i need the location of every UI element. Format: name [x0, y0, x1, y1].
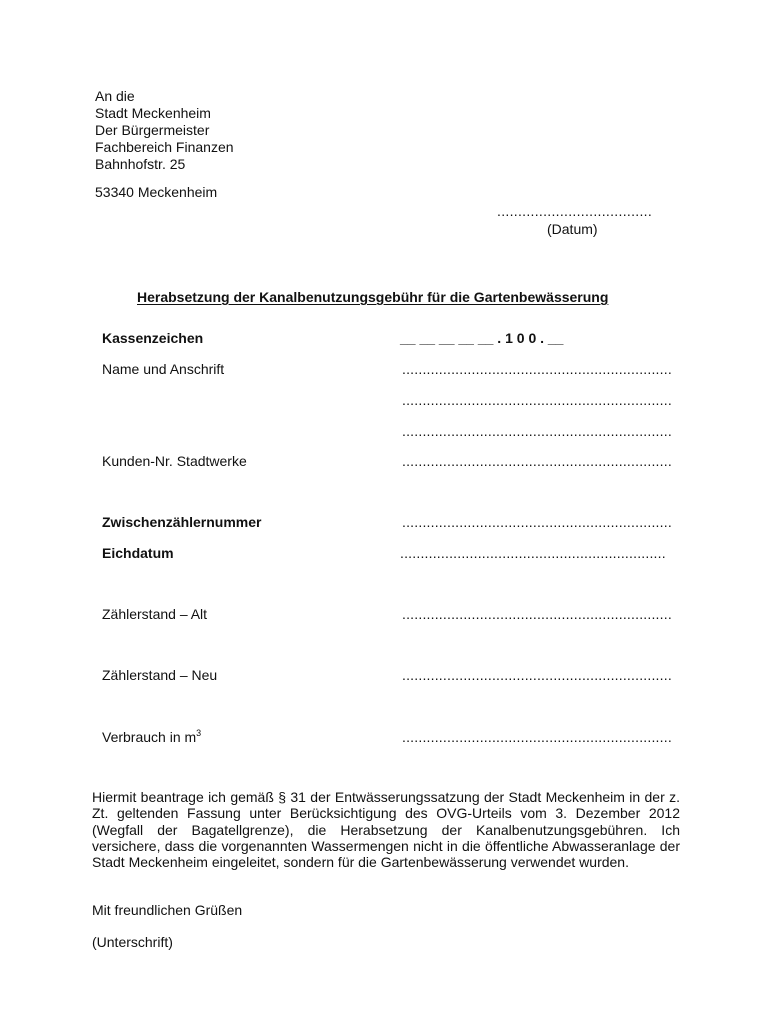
name-anschrift-field-3[interactable]: ..................................................................	[402, 423, 672, 439]
name-anschrift-field-2[interactable]: ..................................................................	[402, 392, 672, 408]
kassenzeichen-label: Kassenzeichen	[102, 330, 204, 346]
eichdatum-label: Eichdatum	[102, 545, 174, 561]
zaehlerstand-alt-label: Zählerstand – Alt	[102, 606, 208, 622]
zaehlerstand-alt-field[interactable]: ..................................................................	[402, 606, 672, 622]
verbrauch-label	[102, 729, 201, 745]
recipient-line: Der Bürgermeister	[95, 122, 210, 138]
recipient-line: An die	[95, 88, 135, 104]
request-statement: Hiermit beantrage ich gemäß § 31 der Entwässerungssatzung der Stadt Meckenheim in der z. Zt. geltenden Fassung unter Berücksichtigung des OVG-Urteils vom 3. Dezember 2012 (Wegfall der Bagatellgrenze), die Herabsetzung der Kanalbenutzungsgebühren. Ich versichere, dass die vorgenannten Wassermengen nicht in die öffentliche Abwasseranlage der Stadt Meckenheim eingeleitet, sondern für die Gartenbewässerung verwendet wurden.	[92, 789, 680, 871]
zwischenzaehler-field[interactable]: ..................................................................	[402, 514, 672, 530]
zaehlerstand-neu-field[interactable]: ..................................................................	[402, 667, 672, 683]
date-field[interactable]: .....................................	[497, 203, 653, 219]
signature-label: (Unterschrift)	[92, 934, 173, 950]
recipient-address	[95, 88, 234, 173]
document-title: Herabsetzung der Kanalbenutzungsgebühr für die Gartenbewässerung	[137, 289, 609, 305]
name-anschrift-label: Name und Anschrift	[102, 361, 225, 377]
kunden-nr-field[interactable]: ..................................................................	[402, 453, 672, 469]
verbrauch-label-text: Verbrauch in m	[102, 729, 197, 745]
name-anschrift-field-1[interactable]: ..................................................................	[402, 361, 672, 377]
recipient-line: Fachbereich Finanzen	[95, 139, 234, 155]
date-label: (Datum)	[547, 221, 598, 237]
zaehlerstand-neu-label: Zählerstand – Neu	[102, 667, 218, 683]
recipient-city: 53340 Meckenheim	[95, 184, 218, 200]
recipient-line: Stadt Meckenheim	[95, 105, 211, 121]
zwischenzaehler-label: Zwischenzählernummer	[102, 514, 262, 530]
verbrauch-unit-superscript: 3	[196, 728, 202, 738]
kassenzeichen-field[interactable]: __ __ __ __ __ . 1 0 0 . __	[400, 330, 564, 346]
recipient-line: Bahnhofstr. 25	[95, 156, 186, 172]
eichdatum-field[interactable]: .................................................................	[400, 545, 666, 561]
verbrauch-field[interactable]: ..................................................................	[402, 729, 672, 745]
kunden-nr-label: Kunden-Nr. Stadtwerke	[102, 453, 247, 469]
closing-greeting: Mit freundlichen Grüßen	[92, 902, 243, 918]
